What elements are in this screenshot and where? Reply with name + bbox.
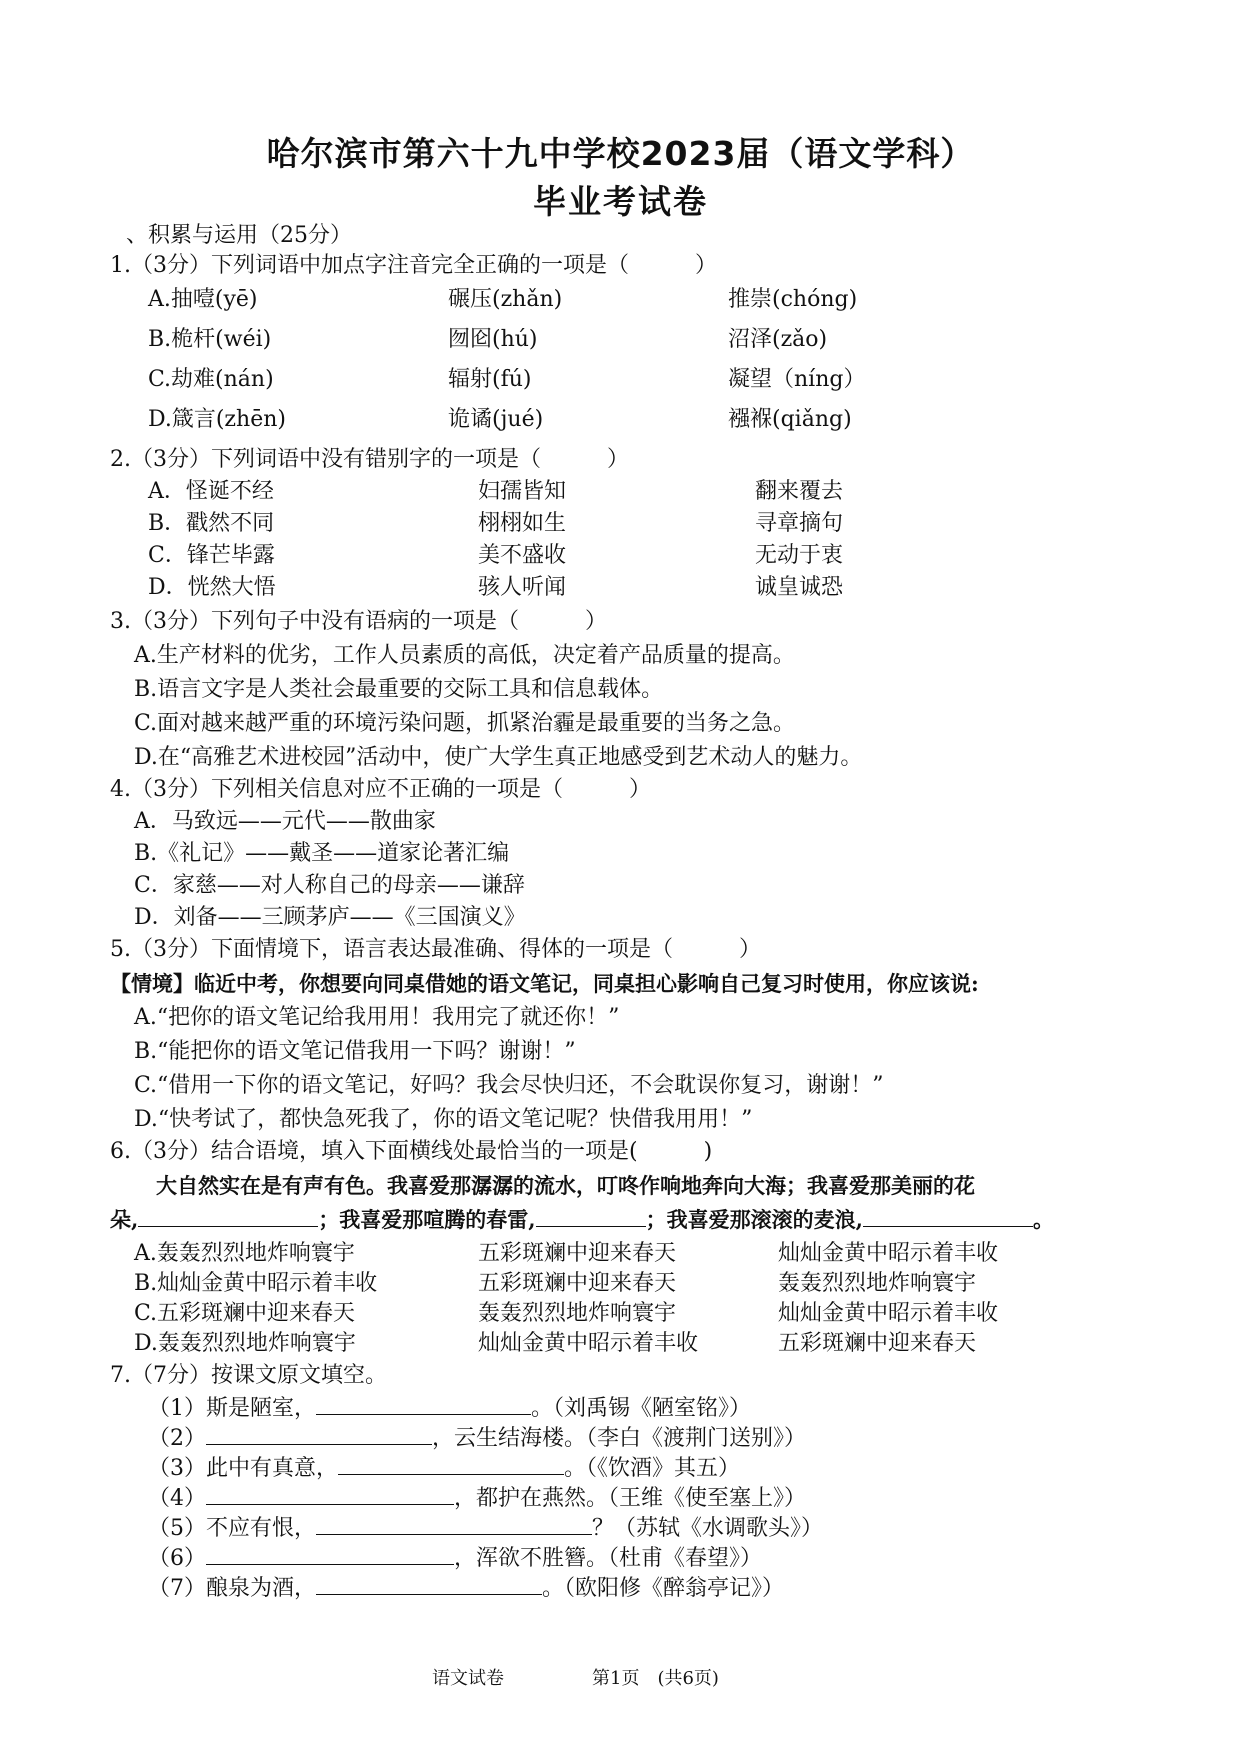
q7-item-2-pre: （2） xyxy=(148,1426,206,1451)
q7-item-3-pre: （3）此中有真意， xyxy=(148,1456,338,1481)
q2-option-d-1: D．恍然大悟 xyxy=(148,575,276,600)
q7-item-2-post: ，云生结海楼。（李白《渡荆门送别》） xyxy=(432,1426,807,1451)
q3-option-a: A.生产材料的优劣，工作人员素质的高低，决定着产品质量的提高。 xyxy=(134,643,795,668)
question-7-stem: 7.（7分）按课文原文填空。 xyxy=(110,1363,387,1388)
q7-item-1-blank[interactable] xyxy=(316,1394,531,1415)
q7-item-7-post: 。（欧阳修《醉翁亭记》） xyxy=(542,1576,785,1601)
q7-item-6 xyxy=(148,1544,762,1573)
question-1-stem: 1.（3分）下列词语中加点字注音完全正确的一项是（ ） xyxy=(110,253,717,278)
q4-option-c: C．家慈——对人称自己的母亲——谦辞 xyxy=(134,873,525,898)
q1-option-a-1: A.抽噎(yē) xyxy=(148,287,258,312)
q7-item-3-blank[interactable] xyxy=(338,1454,564,1475)
q6-option-c-2: 轰轰烈烈地炸响寰宇 xyxy=(478,1301,677,1326)
q7-item-4-blank[interactable] xyxy=(206,1484,454,1505)
q6-blank-2[interactable] xyxy=(536,1206,646,1227)
question-6-stem: 6.（3分）结合语境，填入下面横线处最恰当的一项是( ) xyxy=(110,1139,713,1164)
q7-item-4 xyxy=(148,1484,806,1513)
q1-option-d-1: D.箴言(zhēn) xyxy=(148,407,286,432)
q6-option-b-3: 轰轰烈烈地炸响寰宇 xyxy=(778,1271,977,1296)
q7-item-5-pre: （5）不应有恨， xyxy=(148,1516,316,1541)
q3-option-c: C.面对越来越严重的环境污染问题，抓紧治霾是最重要的当务之急。 xyxy=(134,711,796,736)
q1-option-c-3: 凝望（níng） xyxy=(728,367,866,392)
q1-option-a-2: 碾压(zhǎn) xyxy=(448,287,563,312)
q6-option-a-2: 五彩斑斓中迎来春天 xyxy=(478,1241,677,1266)
q1-option-c-2: 辐射(fú) xyxy=(448,367,532,392)
q7-item-3-post: 。（《饮酒》其五） xyxy=(564,1456,741,1481)
q7-item-7-blank[interactable] xyxy=(316,1574,542,1595)
q1-option-b-3: 沼泽(zǎo) xyxy=(728,327,828,352)
q6-passage-line1: 大自然实在是有声有色。我喜爱那潺潺的流水，叮咚作响地奔向大海；我喜爱那美丽的花 xyxy=(156,1173,975,1198)
q2-option-a-3: 翻来覆去 xyxy=(755,479,844,504)
q2-option-c-3: 无动于衷 xyxy=(755,543,844,568)
q5-option-b: B.“能把你的语文笔记借我用一下吗？谢谢！” xyxy=(134,1039,576,1064)
q7-item-1-post: 。（刘禹锡《陋室铭》） xyxy=(531,1396,752,1421)
q6-passage-part-d: 。 xyxy=(1032,1207,1054,1232)
q5-option-c: C.“借用一下你的语文笔记，好吗？我会尽快归还，不会耽误你复习，谢谢！” xyxy=(134,1073,884,1098)
section-heading: 、积累与运用（25分） xyxy=(126,223,352,248)
q3-option-d: D.在“高雅艺术进校园”活动中，使广大学生真正地感受到艺术动人的魅力。 xyxy=(134,745,863,770)
q7-item-6-pre: （6） xyxy=(148,1546,206,1571)
q6-blank-1[interactable] xyxy=(138,1206,318,1227)
q7-item-6-post: ，浑欲不胜簪。（杜甫《春望》） xyxy=(454,1546,763,1571)
q2-option-c-2: 美不盛收 xyxy=(478,543,567,568)
q2-option-b-3: 寻章摘句 xyxy=(755,511,844,536)
q6-option-b-2: 五彩斑斓中迎来春天 xyxy=(478,1271,677,1296)
footer-page-number: 第1页 (共6页) xyxy=(592,1668,719,1689)
q6-option-c-1: C.五彩斑斓中迎来春天 xyxy=(134,1301,356,1326)
q7-item-6-blank[interactable] xyxy=(206,1544,454,1565)
q1-option-a-3: 推崇(chóng) xyxy=(728,287,858,312)
q7-item-4-pre: （4） xyxy=(148,1486,206,1511)
q7-item-7 xyxy=(148,1574,784,1603)
q1-option-d-3: 襁褓(qiǎng) xyxy=(728,407,852,432)
q1-option-c-1: C.劫难(nán) xyxy=(148,367,274,392)
question-2-stem: 2.（3分）下列词语中没有错别字的一项是（ ） xyxy=(110,447,629,472)
q6-option-b-1: B.灿灿金黄中昭示着丰收 xyxy=(134,1271,378,1296)
q7-item-1-pre: （1）斯是陋室， xyxy=(148,1396,316,1421)
q4-option-b: B.《礼记》——戴圣——道家论著汇编 xyxy=(134,841,510,866)
q6-passage-line2 xyxy=(110,1206,1054,1234)
q5-option-a: A.“把你的语文笔记给我用用！我用完了就还你！” xyxy=(134,1005,620,1030)
q2-option-d-3: 诚皇诚恐 xyxy=(755,575,844,600)
q7-item-1 xyxy=(148,1394,751,1423)
q1-option-d-2: 诡谲(jué) xyxy=(448,407,544,432)
exam-subtitle: 毕业考试卷 xyxy=(533,182,708,221)
q7-item-7-pre: （7）酿泉为酒， xyxy=(148,1576,316,1601)
q2-option-c-1: C．锋芒毕露 xyxy=(148,543,275,568)
q7-item-2 xyxy=(148,1424,806,1453)
q6-passage-part-a: 朵, xyxy=(110,1207,139,1232)
q6-option-c-3: 灿灿金黄中昭示着丰收 xyxy=(778,1301,999,1326)
q7-item-5-post: ？（苏轼《水调歌头》） xyxy=(592,1516,824,1541)
q2-option-b-1: B．戳然不同 xyxy=(148,511,275,536)
question-5-stem: 5.（3分）下面情境下，语言表达最准确、得体的一项是（ ） xyxy=(110,937,761,962)
question-3-stem: 3.（3分）下列句子中没有语病的一项是（ ） xyxy=(110,609,607,634)
q7-item-2-blank[interactable] xyxy=(206,1424,432,1445)
q7-item-5-blank[interactable] xyxy=(316,1514,592,1535)
q6-blank-3[interactable] xyxy=(863,1206,1033,1227)
q1-option-b-1: B.桅杆(wéi) xyxy=(148,327,272,352)
q6-option-a-1: A.轰轰烈烈地炸响寰宇 xyxy=(134,1241,355,1266)
q2-option-b-2: 栩栩如生 xyxy=(478,511,567,536)
q4-option-d: D．刘备——三顾茅庐——《三国演义》 xyxy=(134,905,526,930)
q2-option-a-1: A．怪诞不经 xyxy=(148,479,274,504)
q2-option-d-2: 骇人听闻 xyxy=(478,575,567,600)
footer-subject: 语文试卷 xyxy=(432,1668,504,1689)
q1-option-b-2: 囫囵(hú) xyxy=(448,327,538,352)
q7-item-3 xyxy=(148,1454,740,1483)
q6-option-d-2: 灿灿金黄中昭示着丰收 xyxy=(478,1331,699,1356)
q6-passage-part-b: ；我喜爱那喧腾的春雷, xyxy=(318,1207,536,1232)
q7-item-5 xyxy=(148,1514,823,1543)
exam-title: 哈尔滨市第六十九中学校2023届（语文学科） xyxy=(266,134,975,173)
question-4-stem: 4.（3分）下列相关信息对应不正确的一项是（ ） xyxy=(110,777,651,802)
q6-option-a-3: 灿灿金黄中昭示着丰收 xyxy=(778,1241,999,1266)
q6-option-d-3: 五彩斑斓中迎来春天 xyxy=(778,1331,977,1356)
q5-option-d: D.“快考试了，都快急死我了，你的语文笔记呢？快借我用用！” xyxy=(134,1107,753,1132)
q2-option-a-2: 妇孺皆知 xyxy=(478,479,567,504)
q6-passage-part-c: ；我喜爱那滚滚的麦浪, xyxy=(645,1207,863,1232)
q4-option-a: A．马致远——元代——散曲家 xyxy=(134,809,436,834)
q6-option-d-1: D.轰轰烈烈地炸响寰宇 xyxy=(134,1331,356,1356)
q5-context: 【情境】临近中考，你想要向同桌借她的语文笔记，同桌担心影响自己复习时使用，你应该说: xyxy=(110,971,979,996)
q3-option-b: B.语言文字是人类社会最重要的交际工具和信息载体。 xyxy=(134,677,664,702)
q7-item-4-post: ，都护在燕然。（王维《使至塞上》） xyxy=(454,1486,807,1511)
